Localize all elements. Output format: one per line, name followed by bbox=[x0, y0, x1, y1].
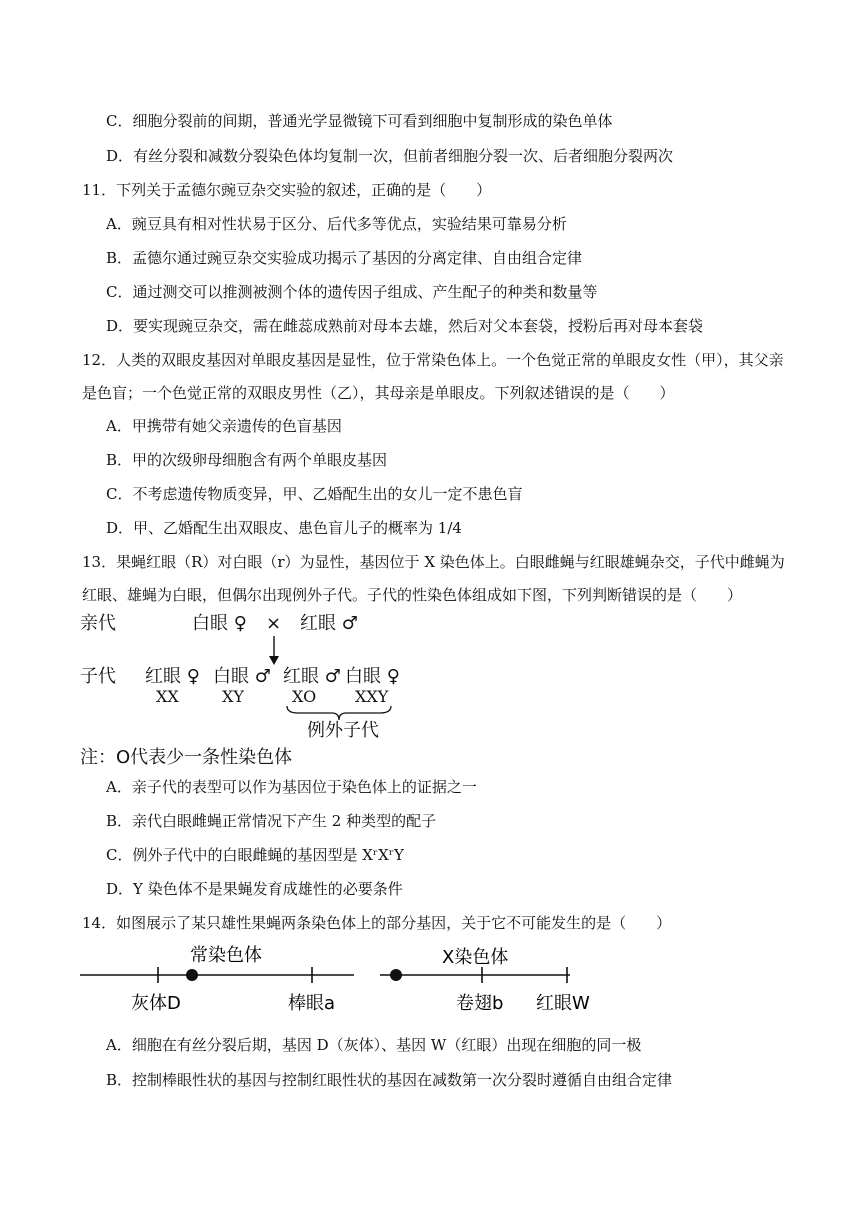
parent-generation-label: 亲代 bbox=[80, 613, 116, 634]
child-4-genotype: XXY bbox=[355, 687, 389, 706]
x-chromosome-diagram bbox=[380, 947, 590, 1014]
q14-option-a: A．细胞在有丝分裂后期，基因 D（灰体）、基因 W（红眼）出现在细胞的同一极 bbox=[106, 1036, 642, 1054]
child-3-genotype: XO bbox=[292, 687, 317, 706]
down-arrow-icon bbox=[266, 636, 282, 666]
x-chromosome-title: X染色体 bbox=[442, 947, 509, 968]
q12-stem-line2: 是色盲；一个色觉正常的双眼皮男性（乙），其母亲是单眼皮。下列叙述错误的是（ ） bbox=[82, 384, 675, 402]
gene-a-label: 棒眼a bbox=[288, 993, 336, 1014]
autosome-centromere-icon bbox=[186, 969, 198, 981]
q10-option-d: D．有丝分裂和减数分裂染色体均复制一次，但前者细胞分裂一次、后者细胞分裂两次 bbox=[106, 147, 674, 165]
q11-option-a: A．豌豆具有相对性状易于区分、后代多等优点，实验结果可靠易分析 bbox=[106, 215, 567, 233]
q12-option-c: C．不考虑遗传物质变异，甲、乙婚配生出的女儿一定不患色盲 bbox=[106, 485, 523, 503]
parent-female: 白眼 ♀ bbox=[192, 613, 247, 634]
child-2-phenotype: 白眼 ♂ bbox=[213, 666, 271, 687]
q11-stem: 11．下列关于孟德尔豌豆杂交实验的叙述，正确的是（ ） bbox=[82, 181, 492, 199]
q10-option-c: C．细胞分裂前的间期，普通光学显微镜下可看到细胞中复制形成的染色单体 bbox=[106, 112, 613, 130]
child-1-genotype: XX bbox=[156, 687, 179, 706]
q13-stem-line2: 红眼、雄蝇为白眼，但偶尔出现例外子代。子代的性染色体组成如下图，下列判断错误的是（ ） bbox=[82, 586, 743, 604]
child-3-phenotype: 红眼 ♂ bbox=[283, 666, 341, 687]
autosome-title: 常染色体 bbox=[190, 945, 262, 966]
exception-offspring-label: 例外子代 bbox=[307, 720, 379, 741]
autosome-diagram bbox=[80, 945, 354, 1014]
gene-w-label: 红眼W bbox=[536, 993, 590, 1014]
child-generation-label: 子代 bbox=[80, 666, 116, 687]
q12-option-a: A．甲携带有她父亲遗传的色盲基因 bbox=[106, 417, 342, 435]
parent-male: 红眼 ♂ bbox=[300, 613, 358, 634]
gene-d-label: 灰体D bbox=[131, 993, 181, 1014]
q12-option-b: B．甲的次级卵母细胞含有两个单眼皮基因 bbox=[106, 451, 388, 469]
q11-option-d: D．要实现豌豆杂交，需在雌蕊成熟前对母本去雄，然后对父本套袋，授粉后再对母本套袋 bbox=[106, 317, 704, 335]
child-1-phenotype: 红眼 ♀ bbox=[145, 666, 200, 687]
q13-option-b: B．亲代白眼雌蝇正常情况下产生 2 种类型的配子 bbox=[106, 812, 437, 830]
cross-symbol: × bbox=[266, 613, 282, 634]
q13-option-d: D．Y 染色体不是果蝇发育成雄性的必要条件 bbox=[106, 880, 403, 898]
gene-b-label: 卷翅b bbox=[456, 993, 504, 1014]
child-2-genotype: XY bbox=[222, 687, 244, 706]
q14-chromosome-figure bbox=[78, 938, 598, 1020]
q13-option-c: C．例外子代中的白眼雌蝇的基因型是 XʳXʳY bbox=[106, 846, 404, 864]
child-4-phenotype: 白眼 ♀ bbox=[345, 666, 400, 687]
q11-option-b: B．孟德尔通过豌豆杂交实验成功揭示了基因的分离定律、自由组合定律 bbox=[106, 249, 583, 267]
q12-option-d: D．甲、乙婚配生出双眼皮、患色盲儿子的概率为 1/4 bbox=[106, 519, 462, 537]
q13-stem-line1: 13．果蝇红眼（R）对白眼（r）为显性，基因位于 X 染色体上。白眼雌蝇与红眼雄蝇杂交，子代中雌蝇为 bbox=[82, 553, 785, 571]
x-centromere-icon bbox=[390, 969, 402, 981]
q12-stem-line1: 12．人类的双眼皮基因对单眼皮基因是显性，位于常染色体上。一个色觉正常的单眼皮女性（甲），其父亲 bbox=[82, 351, 784, 369]
q11-option-c: C．通过测交可以推测被测个体的遗传因子组成、产生配子的种类和数量等 bbox=[106, 283, 598, 301]
q14-stem: 14．如图展示了某只雄性果蝇两条染色体上的部分基因，关于它不可能发生的是（ ） bbox=[82, 914, 672, 932]
figure-note: 注：O代表少一条性染色体 bbox=[80, 747, 293, 768]
q13-option-a: A．亲子代的表型可以作为基因位于染色体上的证据之一 bbox=[106, 778, 477, 796]
q14-option-b: B．控制棒眼性状的基因与控制红眼性状的基因在减数第一次分裂时遵循自由组合定律 bbox=[106, 1071, 673, 1089]
